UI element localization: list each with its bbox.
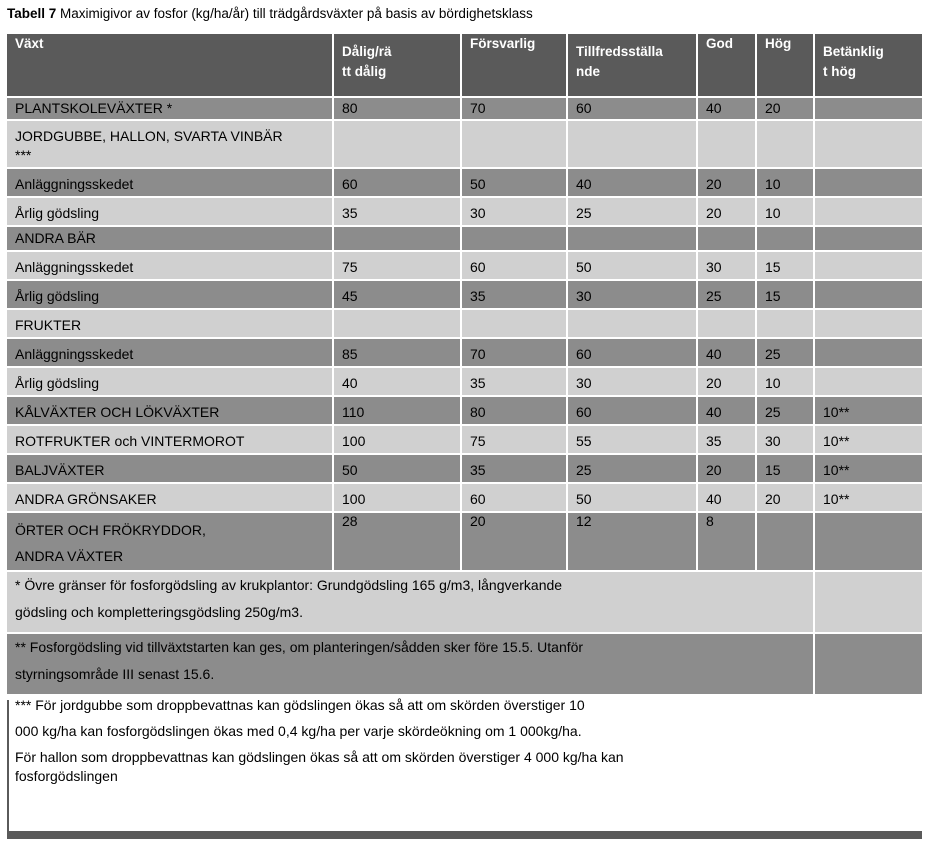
cell-forsvarlig: 35	[462, 455, 568, 484]
cell-hog: 15	[757, 281, 815, 310]
cell-hog: 10	[757, 169, 815, 198]
cell-hog	[757, 513, 815, 572]
row-label: ÖRTER OCH FRÖKRYDDOR, ANDRA VÄXTER	[7, 513, 334, 572]
cell-hog: 30	[757, 426, 815, 455]
cell-tillfredsstallande: 30	[568, 281, 698, 310]
cell-god	[698, 227, 757, 252]
cell-dalig	[334, 310, 462, 339]
col-header-forsvarlig: Försvarlig	[462, 34, 568, 98]
cell-tillfredsstallande: 60	[568, 98, 698, 121]
row-label: ANDRA GRÖNSAKER	[7, 484, 334, 513]
cell-tillfredsstallande: 55	[568, 426, 698, 455]
col-header-god: God	[698, 34, 757, 98]
cell-tillfredsstallande: 60	[568, 339, 698, 368]
table-row	[7, 121, 922, 169]
cell-dalig	[334, 121, 462, 169]
footnote-row	[7, 634, 922, 696]
cell-betanklig	[815, 252, 922, 281]
cell-god: 25	[698, 281, 757, 310]
row-label: ANDRA BÄR	[7, 227, 334, 252]
cell-forsvarlig: 80	[462, 397, 568, 426]
cell-dalig: 50	[334, 455, 462, 484]
cell-betanklig: 10**	[815, 426, 922, 455]
row-label: KÅLVÄXTER OCH LÖKVÄXTER	[7, 397, 334, 426]
cell-tillfredsstallande	[568, 121, 698, 169]
table-row	[7, 368, 922, 397]
row-label: Årlig gödsling	[7, 281, 334, 310]
cell-hog	[757, 310, 815, 339]
cell-god: 20	[698, 368, 757, 397]
cell-betanklig	[815, 98, 922, 121]
cell-god: 40	[698, 339, 757, 368]
cell-forsvarlig: 30	[462, 198, 568, 227]
cell-hog: 10	[757, 368, 815, 397]
header-row	[7, 34, 922, 98]
cell-hog: 20	[757, 98, 815, 121]
footnote-row	[7, 696, 922, 806]
footnote-1-blank	[815, 572, 922, 634]
table-row	[7, 227, 922, 252]
cell-forsvarlig: 35	[462, 281, 568, 310]
cell-dalig: 75	[334, 252, 462, 281]
cell-god: 20	[698, 455, 757, 484]
row-label: Anläggningsskedet	[7, 252, 334, 281]
row-label: FRUKTER	[7, 310, 334, 339]
cell-hog	[757, 227, 815, 252]
cell-forsvarlig: 50	[462, 169, 568, 198]
cell-tillfredsstallande	[568, 227, 698, 252]
cell-tillfredsstallande: 60	[568, 397, 698, 426]
cell-dalig: 35	[334, 198, 462, 227]
col-header-dalig: Dålig/rä tt dålig	[334, 34, 462, 98]
caption-label: Tabell 7	[7, 6, 57, 21]
cell-hog: 15	[757, 252, 815, 281]
col-header-hog: Hög	[757, 34, 815, 98]
cell-tillfredsstallande: 12	[568, 513, 698, 572]
cell-god: 8	[698, 513, 757, 572]
cell-tillfredsstallande: 30	[568, 368, 698, 397]
cell-betanklig	[815, 310, 922, 339]
cell-dalig: 100	[334, 426, 462, 455]
cell-god: 20	[698, 169, 757, 198]
footnote-3: *** För jordgubbe som droppbevattnas kan gödslingen ökas så att om skörden överstiger 10 000 kg/ha kan fosforgödslingen ökas med 0,4 kg/ha per varje skördeökning om 1 000kg/ha. För hallon som droppbevattnas kan gödslingen ökas så att om skörden överstiger 4 000 kg/ha kan fosforgödslingen	[7, 696, 922, 806]
cell-forsvarlig: 60	[462, 252, 568, 281]
table-row	[7, 426, 922, 455]
table-bottom-border	[7, 831, 922, 839]
row-label: ROTFRUKTER och VINTERMOROT	[7, 426, 334, 455]
cell-god	[698, 310, 757, 339]
footnote-1: * Övre gränser för fosforgödsling av krukplantor: Grundgödsling 165 g/m3, långverkande gödsling och kompletteringsgödsling 250g/m3.	[7, 572, 815, 634]
cell-forsvarlig: 20	[462, 513, 568, 572]
cell-tillfredsstallande: 40	[568, 169, 698, 198]
cell-hog: 10	[757, 198, 815, 227]
cell-betanklig	[815, 368, 922, 397]
table-row	[7, 455, 922, 484]
table-row	[7, 198, 922, 227]
cell-tillfredsstallande	[568, 310, 698, 339]
cell-tillfredsstallande: 25	[568, 455, 698, 484]
row-label: Anläggningsskedet	[7, 169, 334, 198]
table-row	[7, 169, 922, 198]
footnote-2-blank	[815, 634, 922, 696]
table-row	[7, 98, 922, 121]
cell-dalig: 80	[334, 98, 462, 121]
cell-dalig: 100	[334, 484, 462, 513]
cell-betanklig	[815, 281, 922, 310]
cell-dalig: 110	[334, 397, 462, 426]
cell-dalig: 85	[334, 339, 462, 368]
cell-hog: 25	[757, 339, 815, 368]
cell-dalig	[334, 227, 462, 252]
table-row	[7, 310, 922, 339]
cell-betanklig	[815, 169, 922, 198]
cell-betanklig	[815, 227, 922, 252]
row-label: JORDGUBBE, HALLON, SVARTA VINBÄR ***	[7, 121, 334, 169]
phosphorus-table	[7, 34, 922, 806]
table-row	[7, 513, 922, 572]
cell-betanklig: 10**	[815, 484, 922, 513]
cell-tillfredsstallande: 25	[568, 198, 698, 227]
cell-forsvarlig: 70	[462, 339, 568, 368]
row-label: Anläggningsskedet	[7, 339, 334, 368]
row-label: PLANTSKOLEVÄXTER *	[7, 98, 334, 121]
cell-god	[698, 121, 757, 169]
cell-forsvarlig	[462, 121, 568, 169]
footnote-row	[7, 572, 922, 634]
col-header-tillfredsstallande: Tillfredsställa nde	[568, 34, 698, 98]
cell-forsvarlig: 60	[462, 484, 568, 513]
cell-tillfredsstallande: 50	[568, 484, 698, 513]
cell-god: 40	[698, 98, 757, 121]
cell-forsvarlig	[462, 227, 568, 252]
cell-hog	[757, 121, 815, 169]
cell-betanklig: 10**	[815, 397, 922, 426]
cell-god: 30	[698, 252, 757, 281]
cell-hog: 15	[757, 455, 815, 484]
cell-tillfredsstallande: 50	[568, 252, 698, 281]
row-label: BALJVÄXTER	[7, 455, 334, 484]
table-row	[7, 339, 922, 368]
table-row	[7, 484, 922, 513]
cell-hog: 20	[757, 484, 815, 513]
cell-dalig: 28	[334, 513, 462, 572]
cell-hog: 25	[757, 397, 815, 426]
cell-god: 40	[698, 484, 757, 513]
cell-betanklig	[815, 121, 922, 169]
cell-dalig: 40	[334, 368, 462, 397]
cell-betanklig	[815, 339, 922, 368]
cell-god: 20	[698, 198, 757, 227]
col-header-betanklig: Betänklig t hög	[815, 34, 922, 98]
cell-betanklig: 10**	[815, 455, 922, 484]
cell-forsvarlig: 75	[462, 426, 568, 455]
cell-god: 40	[698, 397, 757, 426]
table-row	[7, 281, 922, 310]
cell-god: 35	[698, 426, 757, 455]
table-left-border	[7, 700, 9, 831]
cell-forsvarlig: 70	[462, 98, 568, 121]
table-caption	[7, 5, 533, 23]
row-label: Årlig gödsling	[7, 368, 334, 397]
col-header-vaxt: Växt	[7, 34, 334, 98]
cell-forsvarlig: 35	[462, 368, 568, 397]
footnote-2: ** Fosforgödsling vid tillväxtstarten kan ges, om planteringen/sådden sker före 15.5. Utanför styrningsområde III senast 15.6.	[7, 634, 815, 696]
cell-dalig: 60	[334, 169, 462, 198]
table-row	[7, 397, 922, 426]
caption-text: Maximigivor av fosfor (kg/ha/år) till trädgårdsväxter på basis av bördighetsklass	[56, 6, 533, 21]
row-label: Årlig gödsling	[7, 198, 334, 227]
cell-betanklig	[815, 513, 922, 572]
cell-dalig: 45	[334, 281, 462, 310]
table-row	[7, 252, 922, 281]
cell-forsvarlig	[462, 310, 568, 339]
cell-betanklig	[815, 198, 922, 227]
